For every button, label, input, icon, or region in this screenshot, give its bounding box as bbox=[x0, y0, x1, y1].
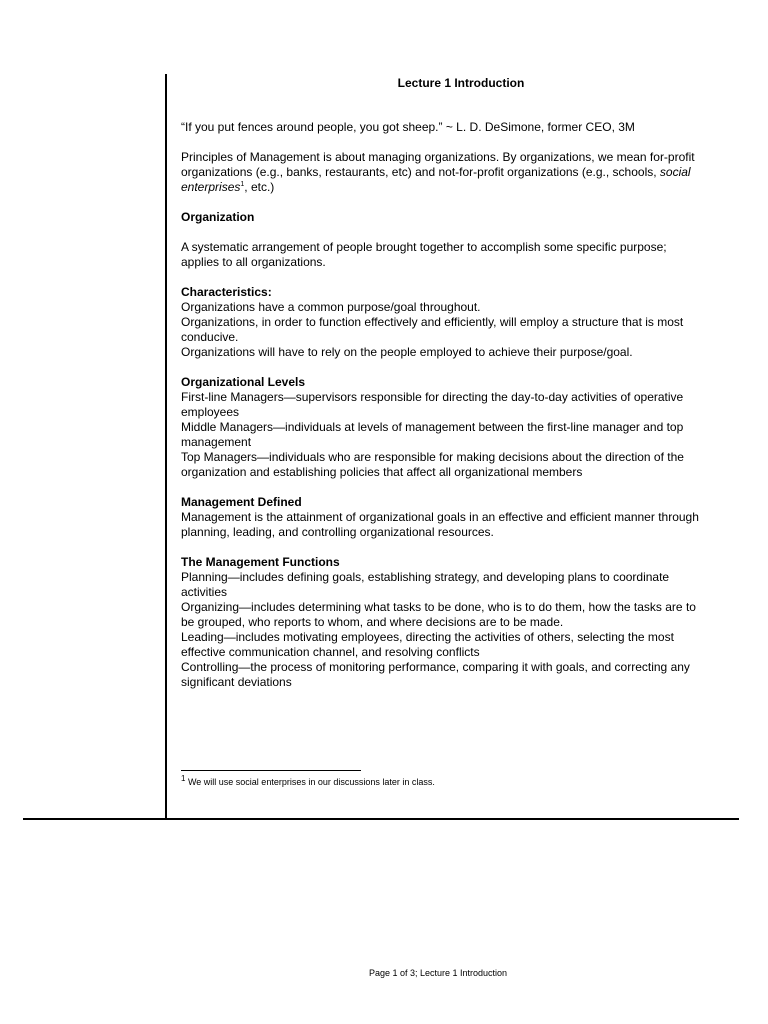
intro-italic-term: social enterprises bbox=[181, 165, 691, 194]
function-item: Organizing—includes determining what tasks to be done, who is to do them, how the tasks are to be grouped, who reports to whom, and where decisions are to be made. bbox=[181, 600, 696, 629]
footnote-separator bbox=[181, 770, 361, 771]
management-definition: Management is the attainment of organizational goals in an effective and efficient manner through planning, leading, and controlling organizational resources. bbox=[181, 510, 699, 539]
characteristic-item: Organizations, in order to function effectively and efficiently, will employ a structure that is most conducive. bbox=[181, 315, 684, 344]
function-item: Controlling—the process of monitoring performance, comparing it with goals, and correcting any significant deviations bbox=[181, 660, 690, 689]
functions-heading: The Management Functions bbox=[181, 555, 340, 569]
levels-heading: Organizational Levels bbox=[181, 375, 306, 389]
function-item: Leading—includes motivating employees, directing the activities of others, selecting the most effective communication channel, and resolving conflicts bbox=[181, 630, 674, 659]
document-body bbox=[181, 76, 701, 690]
level-item: Top Managers—individuals who are responsible for making decisions about the direction of the organization and establishing policies that affect all organizational members bbox=[181, 450, 684, 479]
level-item: Middle Managers—individuals at levels of management between the first-line manager and top management bbox=[181, 420, 684, 449]
footnote bbox=[181, 776, 435, 788]
intro-paragraph bbox=[181, 150, 701, 195]
organization-heading: Organization bbox=[181, 210, 255, 224]
characteristics-heading: Characteristics: bbox=[181, 285, 272, 299]
level-item: First-line Managers—supervisors responsible for directing the day-to-day activities of operative employees bbox=[181, 390, 684, 419]
opening-quote: “If you put fences around people, you got sheep.” ~ L. D. DeSimone, former CEO, 3M bbox=[181, 120, 635, 134]
page-footer: Page 1 of 3; Lecture 1 Introduction bbox=[368, 968, 508, 978]
footnote-text: We will use social enterprises in our discussions later in class. bbox=[185, 777, 435, 787]
page-title: Lecture 1 Introduction bbox=[397, 76, 525, 90]
margin-vertical-rule bbox=[165, 74, 167, 819]
intro-text-part1: Principles of Management is about managing organizations. By organizations, we mean for-profit organizations (e.g., banks, restaurants, etc) and not-for-profit organizations (e.g., schools, bbox=[181, 150, 695, 179]
page-horizontal-rule bbox=[23, 818, 739, 820]
footnote-mark: 1 bbox=[181, 774, 186, 783]
management-defined-heading: Management Defined bbox=[181, 495, 302, 509]
characteristic-item: Organizations will have to rely on the people employed to achieve their purpose/goal. bbox=[181, 345, 633, 359]
intro-text-part2: , etc.) bbox=[244, 180, 275, 194]
characteristic-item: Organizations have a common purpose/goal throughout. bbox=[181, 300, 481, 314]
organization-definition: A systematic arrangement of people brought together to accomplish some specific purpose; applies to all organizations. bbox=[181, 240, 667, 269]
function-item: Planning—includes defining goals, establishing strategy, and developing plans to coordinate activities bbox=[181, 570, 670, 599]
footnote-reference: 1 bbox=[240, 181, 245, 188]
